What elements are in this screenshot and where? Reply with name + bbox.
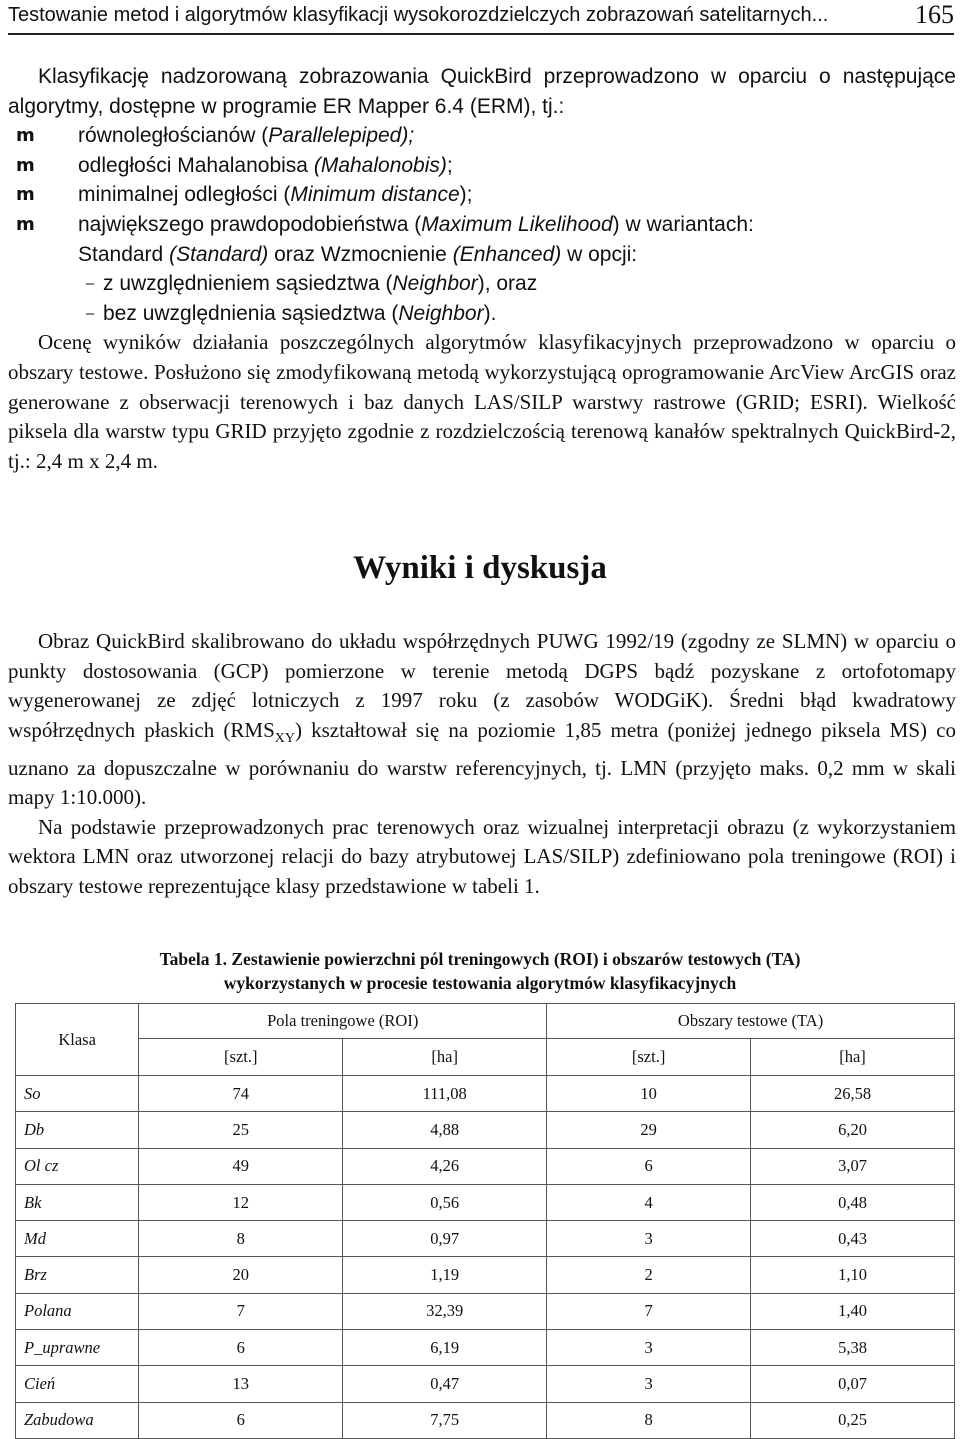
unit-header: [szt.] (547, 1039, 751, 1076)
value-cell: 3,07 (751, 1148, 955, 1184)
value-cell: 29 (547, 1112, 751, 1148)
dash-marker: – (86, 275, 95, 293)
value-cell: 4 (547, 1184, 751, 1220)
list-item-tail: ). (483, 301, 497, 325)
value-cell: 26,58 (751, 1076, 955, 1112)
list-item-text: bez uwzględnienia sąsiedztwa ( (103, 301, 399, 325)
table-row (16, 1148, 955, 1184)
rms-subscript: XY (274, 730, 295, 746)
unit-header: [ha] (751, 1039, 955, 1076)
list-item-text: minimalnej odległości ( (78, 183, 291, 207)
variant-italic: (Standard) (169, 242, 269, 266)
caption-line: wykorzystanych w procesie testowania algorytmów klasyfikacyjnych (223, 973, 737, 993)
class-cell: Polana (16, 1293, 139, 1329)
value-cell: 7,75 (343, 1402, 547, 1438)
intro-paragraph: Klasyfikację nadzorowaną zobrazowania QuickBird przeprowadzono w oparciu o następujące algorytmy, dostępne w programie ER Mapper 6.4 (ERM), tj.: (8, 65, 956, 118)
value-cell: 8 (547, 1402, 751, 1438)
value-cell: 6,19 (343, 1330, 547, 1366)
unit-header: [ha] (343, 1039, 547, 1076)
list-item-tail: ) w wariantach: (612, 212, 754, 236)
value-cell: 49 (139, 1148, 343, 1184)
variant-text: w opcji: (561, 242, 638, 266)
list-item (8, 210, 956, 240)
value-cell: 0,07 (751, 1366, 955, 1402)
table-row (16, 1221, 955, 1257)
bullet-marker: m (16, 154, 35, 176)
list-item-tail: ), oraz (477, 272, 538, 296)
table-row (16, 1112, 955, 1148)
value-cell: 4,88 (343, 1112, 547, 1148)
class-cell: P_uprawne (16, 1330, 139, 1366)
value-cell: 0,25 (751, 1402, 955, 1438)
table-row (16, 1366, 955, 1402)
value-cell: 25 (139, 1112, 343, 1148)
column-group-roi: Pola treningowe (ROI) (139, 1004, 547, 1039)
list-item-tail: ; (446, 153, 453, 177)
table-row (16, 1402, 955, 1438)
value-cell: 2 (547, 1257, 751, 1293)
calibration-paragraph (8, 627, 956, 813)
unit-header: [szt.] (139, 1039, 343, 1076)
list-item-italic: Parallelepiped); (268, 124, 415, 148)
value-cell: 1,40 (751, 1293, 955, 1329)
value-cell: 8 (139, 1221, 343, 1257)
page-number: 165 (915, 0, 954, 29)
value-cell: 0,48 (751, 1184, 955, 1220)
list-item-italic: (Mahalonobis) (313, 153, 447, 177)
results-section (8, 627, 956, 902)
algorithm-list (8, 121, 956, 239)
value-cell: 74 (139, 1076, 343, 1112)
value-cell: 13 (139, 1366, 343, 1402)
value-cell: 12 (139, 1184, 343, 1220)
value-cell: 6 (139, 1330, 343, 1366)
caption-line: Tabela 1. Zestawienie powierzchni pól treningowych (ROI) i obszarów testowych (TA) (159, 949, 801, 969)
list-item-italic: Neighbor (392, 272, 478, 296)
class-cell: So (16, 1076, 139, 1112)
data-table (15, 1003, 955, 1439)
variant-italic: (Enhanced) (452, 242, 562, 266)
list-item-text: z uwzględnieniem sąsiedztwa ( (103, 272, 393, 296)
list-item-italic: Maximum Likelihood (421, 212, 613, 236)
value-cell: 32,39 (343, 1293, 547, 1329)
evaluation-paragraph: Ocenę wyników działania poszczególnych algorytmów klasyfikacyjnych przeprowadzono w oparciu o obszary testowe. Posłużono się zmodyfikowaną metodą wykorzystującą oprogramowanie ArcView ArcGIS oraz generowane z obserwacji terenowych i baz danych LAS/SILP warstwy rastrowe (GRID; ESRI). Wielkość piksela dla warstw typu GRID przyjęto zgodnie z rozdzielczością terenową kanałów spektralnych QuickBird-2, tj.: 2,4 m x 2,4 m. (8, 330, 956, 473)
table-body (16, 1076, 955, 1439)
value-cell: 3 (547, 1221, 751, 1257)
list-item-italic: Minimum distance (290, 183, 460, 207)
running-header (8, 0, 954, 35)
value-cell: 3 (547, 1330, 751, 1366)
variant-text: Standard (78, 242, 170, 266)
neighbor-options (8, 269, 956, 328)
dash-marker: – (86, 304, 95, 322)
value-cell: 6,20 (751, 1112, 955, 1148)
intro-section (8, 62, 956, 476)
value-cell: 0,43 (751, 1221, 955, 1257)
value-cell: 7 (139, 1293, 343, 1329)
table-units-row (16, 1039, 955, 1076)
variant-line (8, 240, 956, 270)
list-item-italic: Neighbor (398, 301, 484, 325)
value-cell: 3 (547, 1366, 751, 1402)
table-row (16, 1330, 955, 1366)
paragraph-text: ) kształtował się na poziomie 1,85 metra (poniżej jednego piksela MS) co uznano za dopuszczalne w porównaniu do warstw referencyjnych, tj. LMN (przyjęto maks. 0,2 mm w skali mapy 1:10.000). (8, 717, 956, 810)
bullet-marker: m (16, 213, 35, 235)
list-item (8, 121, 956, 151)
training-paragraph: Na podstawie przeprowadzonych prac terenowych oraz wizualnej interpretacji obrazu (z wykorzystaniem wektora LMN oraz utworzonej relacji do bazy atrybutowej LAS/SILP) zdefiniowano pola treningowe (ROI) i obszary testowe reprezentujące klasy przedstawione w tabeli 1. (8, 814, 956, 898)
class-cell: Md (16, 1221, 139, 1257)
class-cell: Cień (16, 1366, 139, 1402)
value-cell: 0,97 (343, 1221, 547, 1257)
table-row (16, 1184, 955, 1220)
value-cell: 7 (547, 1293, 751, 1329)
list-item (8, 269, 956, 299)
class-cell: Bk (16, 1184, 139, 1220)
table-header-row (16, 1004, 955, 1039)
running-title: Testowanie metod i algorytmów klasyfikacji wysokorozdzielczych zobrazowań satelitarnych... (8, 4, 829, 26)
value-cell: 10 (547, 1076, 751, 1112)
value-cell: 6 (547, 1148, 751, 1184)
bullet-marker: m (16, 184, 35, 206)
column-group-ta: Obszary testowe (TA) (547, 1004, 955, 1039)
paragraph-text: Obraz QuickBird skalibrowano do układu współrzędnych PUWG 1992/19 (zgodny ze SLMN) w oparciu o punkty dostosowania (GCP) pomierzone w terenie metodą DGPS bądź pozyskane z ortofotomapy wygenerowanej ze zdjęć lotniczych z 1997 roku (z zasobów WODGiK). Średni błąd kwadratowy współrzędnych płaskich (RMS (8, 629, 956, 742)
table-row (16, 1293, 955, 1329)
value-cell: 1,19 (343, 1257, 547, 1293)
value-cell: 5,38 (751, 1330, 955, 1366)
list-item (8, 299, 956, 329)
table-caption (0, 947, 960, 995)
value-cell: 0,47 (343, 1366, 547, 1402)
value-cell: 0,56 (343, 1184, 547, 1220)
list-item-tail: ); (459, 183, 473, 207)
column-header-class: Klasa (16, 1004, 139, 1076)
class-cell: Ol cz (16, 1148, 139, 1184)
value-cell: 4,26 (343, 1148, 547, 1184)
value-cell: 111,08 (343, 1076, 547, 1112)
class-cell: Zabudowa (16, 1402, 139, 1438)
table-row (16, 1257, 955, 1293)
table-row (16, 1076, 955, 1112)
variant-text: oraz Wzmocnienie (268, 242, 453, 266)
value-cell: 1,10 (751, 1257, 955, 1293)
value-cell: 6 (139, 1402, 343, 1438)
list-item-text: odległości Mahalanobisa (78, 153, 314, 177)
list-item (8, 151, 956, 181)
section-title: Wyniki i dyskusja (353, 550, 607, 586)
list-item-text: równoległościanów ( (78, 124, 269, 148)
value-cell: 20 (139, 1257, 343, 1293)
list-item (8, 180, 956, 210)
class-cell: Brz (16, 1257, 139, 1293)
class-cell: Db (16, 1112, 139, 1148)
list-item-text: największego prawdopodobieństwa ( (78, 212, 422, 236)
bullet-marker: m (16, 125, 35, 147)
